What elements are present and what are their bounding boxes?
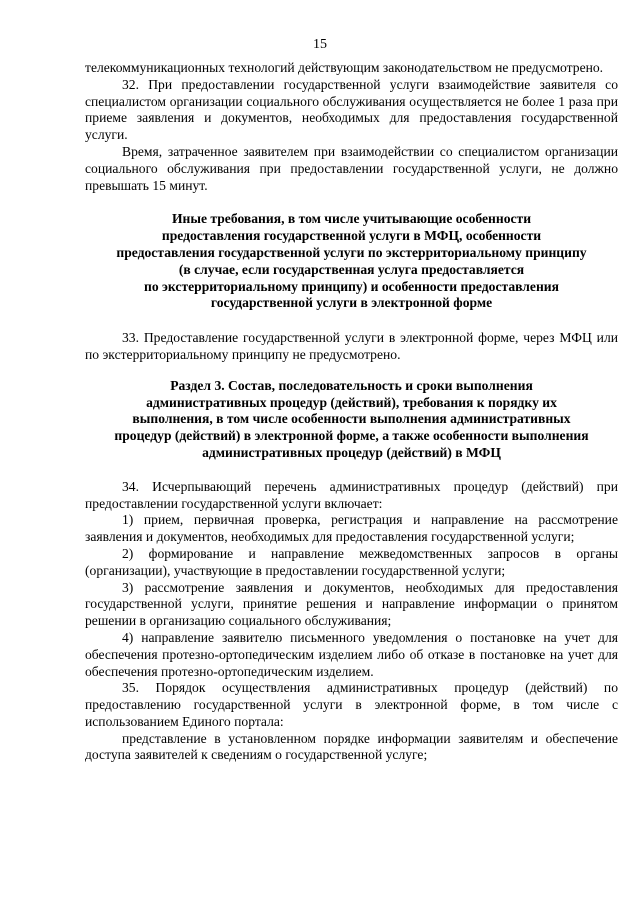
document-body [85,60,618,764]
section-heading-other-requirements [85,211,618,312]
paragraph-35-item: представление в установленном порядке информации заявителям и обеспечение доступа заявителей к сведениям о государственной услуге; [85,730,618,763]
heading-line: предоставления государственной услуги по экстерриториальному принципу [116,244,587,260]
heading-line: административных процедур (действий), требования к порядку их [146,394,557,410]
page-number: 15 [313,37,327,52]
list-item-3: 3) рассмотрение заявления и документов, необходимых для предоставления государственной услуги, принятие решения и направление информации о принятом решении в организацию социального обслуживания; [85,579,618,629]
section-3-heading [85,378,618,462]
list-item-4: 4) направление заявителю письменного уведомления о постановке на учет для обеспечения протезно-ортопедическим изделием либо об отказе в постановке на учет для обеспечения протезно-ортопедическим изделием. [85,629,618,679]
list-item-2: 2) формирование и направление межведомственных запросов в органы (организации), участвующие в предоставлении государственной услуги; [85,545,618,578]
paragraph-35: 35. Порядок осуществления административных процедур (действий) по предоставлению государственной услуги в электронной форме, в том числе с использованием Единого портала: [85,680,618,729]
list-item-1: 1) прием, первичная проверка, регистрация и направление на рассмотрение заявления и документов, необходимых для предоставления государственной услуги; [85,512,618,545]
paragraph-continuation: телекоммуникационных технологий действующим законодательством не предусмотрено. [85,60,604,75]
paragraph-time-limit: Время, затраченное заявителем при взаимодействии со специалистом организации социального обслуживания при предоставлении государственной услуги, не должно превышать 15 минут. [85,143,618,193]
heading-line: по экстерриториальному принципу) и особенности предоставления [144,278,559,294]
paragraph-34: 34. Исчерпывающий перечень административных процедур (действий) при предоставлении государственной услуги включает: [85,478,618,511]
heading-line: процедур (действий) в электронной форме, а также особенности выполнения [114,428,589,444]
paragraph-33: 33. Предоставление государственной услуги в электронной форме, через МФЦ или по экстерриториальному принципу не предусмотрено. [85,330,618,362]
heading-line: Раздел 3. Состав, последовательность и сроки выполнения [170,377,533,393]
heading-line: предоставления государственной услуги в МФЦ, особенности [161,228,542,244]
paragraph-32: 32. При предоставлении государственной услуги взаимодействие заявителя со специалистом организации социального обслуживания осуществляется не более 1 раза при приеме заявления и документов, необходимых для предоставления государственной услуги. [85,76,618,143]
heading-line: выполнения, в том числе особенности выполнения административных [132,411,571,427]
heading-line: государственной услуги в электронной форме [210,295,493,311]
heading-line: (в случае, если государственная услуга предоставляется [178,261,525,277]
heading-line: Иные требования, в том числе учитывающие особенности [171,211,532,227]
heading-line: административных процедур (действий) в МФЦ [202,444,501,460]
